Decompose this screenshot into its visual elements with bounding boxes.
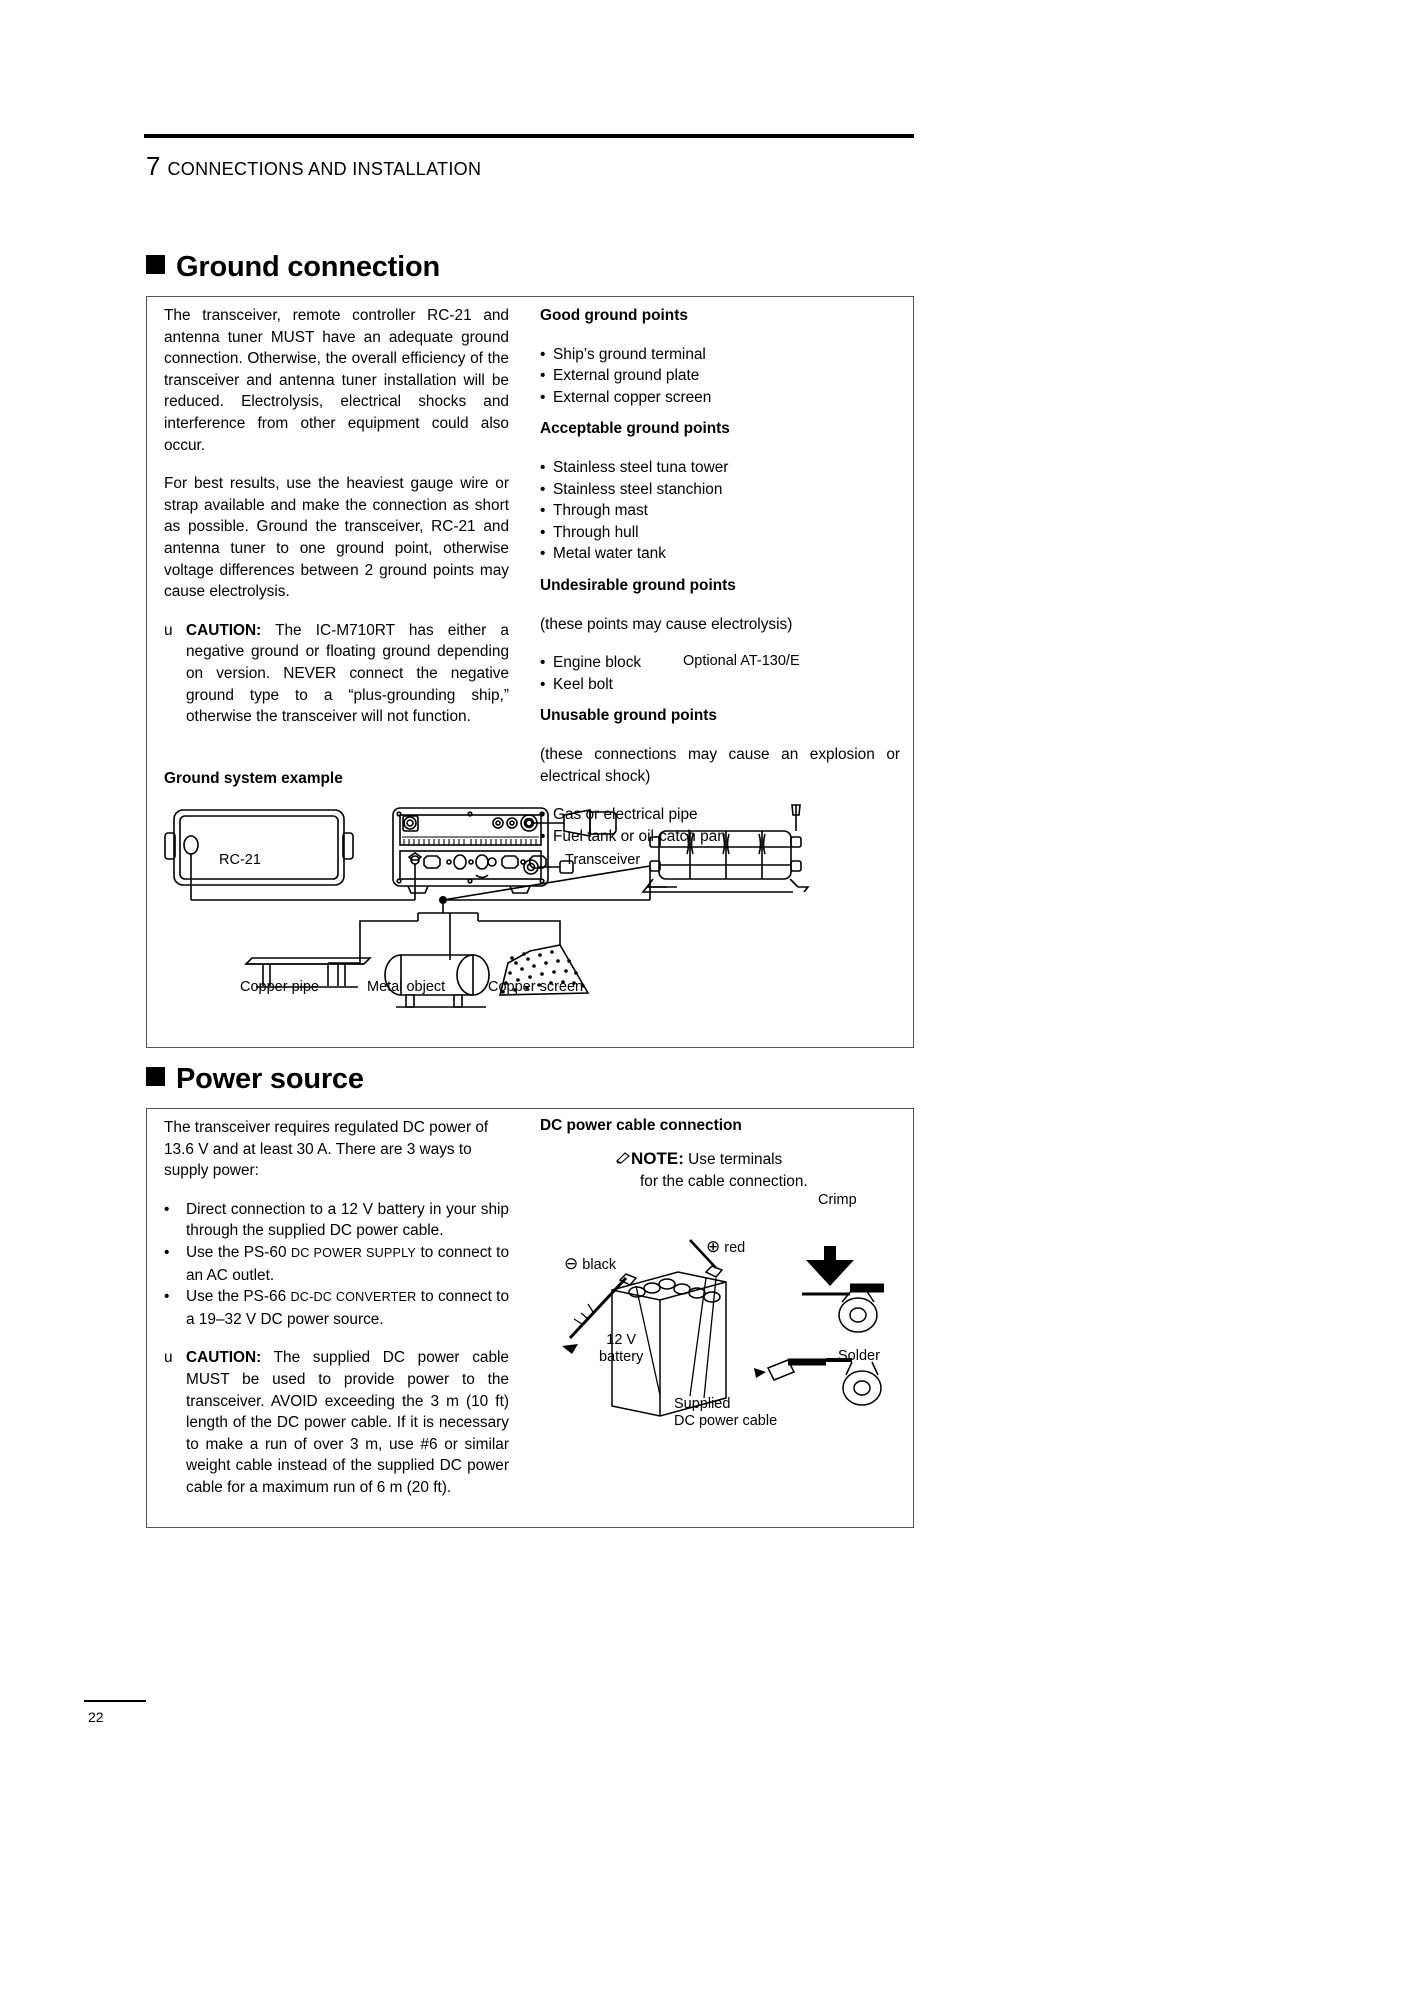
diagram-label-metal-object: Metal object (367, 979, 446, 995)
battery-label-line1: 12 V (606, 1332, 637, 1348)
minus-terminal-icon: ⊖ (564, 1254, 579, 1273)
diagram-label-transceiver: Transceiver (565, 852, 641, 868)
power-bullet-0 (164, 1199, 509, 1242)
ground-paragraph-2: For best results, use the heaviest gauge wire or strap available and make the connection as short as possible. Ground the transceiver, RC-21 and antenna tuner to one ground point, otherwise voltage differences between 2 ground points may cause electrolysis. (164, 475, 509, 601)
ground-left-column (164, 305, 509, 728)
list-item: • Engine block (540, 652, 900, 674)
dc-power-note (616, 1148, 906, 1193)
bullet-square-icon (146, 255, 165, 274)
dc-power-note-text-1: Use terminals (688, 1151, 783, 1168)
dc-power-note-label: NOTE: (631, 1149, 684, 1168)
list-item: • Stainless steel tuna tower (540, 457, 900, 479)
ground-group-title-0: Good ground points (540, 307, 688, 324)
battery-label-line2: battery (599, 1349, 644, 1365)
chapter-header (146, 151, 846, 182)
power-intro: The transceiver requires regulated DC power of 13.6 V and at least 30 A. There are 3 ways to supply power: (164, 1119, 489, 1180)
supplied-cable-line2: DC power cable (674, 1413, 778, 1429)
bullet-dot-icon: • (164, 1243, 170, 1261)
power-bullet-2-pre: Use the PS-66 (186, 1288, 291, 1306)
ground-caution (164, 620, 509, 728)
list-item: • Stainless steel stanchion (540, 479, 900, 501)
diagram-label-copper-screen: Copper screen (488, 979, 584, 995)
ground-diagram-title: Ground system example (164, 770, 343, 787)
power-bullet-2-smallcaps: DC-DC CONVERTER (290, 1290, 417, 1305)
list-item: • Fuel tank or oil-catch pan (540, 826, 900, 848)
ground-group-list-0 (540, 344, 900, 409)
power-bullet-1-smallcaps: DC POWER SUPPLY (291, 1245, 416, 1260)
list-item: • Through hull (540, 522, 900, 544)
section-heading-ground-connection (146, 251, 440, 284)
diagram-label-copper-pipe: Copper pipe (240, 979, 319, 995)
page-number: 22 (88, 1709, 104, 1725)
footer-rule (84, 1700, 146, 1702)
ground-system-diagram (160, 795, 900, 1045)
dc-power-cable-title: DC power cable connection (540, 1117, 742, 1134)
list-item: • Gas or electrical pipe (540, 804, 900, 826)
power-caution-text: The supplied DC power cable MUST be used to provide power to the transceiver. AVOID exceeding the 3 m (10 ft) length of the DC power cable. If it is necessary to make a run of over 3 m, use #6 or similar weight cable instead of the supplied DC power cable for a maximum run of 6 m (20 ft). (186, 1349, 509, 1496)
power-caution (164, 1347, 509, 1498)
note-pencil-icon (616, 1152, 631, 1164)
ground-group-note-2: (these points may cause electrolysis) (540, 615, 793, 633)
list-item: • Keel bolt (540, 674, 900, 696)
power-bullet-1 (164, 1242, 509, 1286)
section-heading-power-source (146, 1063, 364, 1096)
crimp-label: Crimp (818, 1192, 857, 1208)
battery-negative-label: black (582, 1257, 617, 1273)
ground-group-list-1 (540, 457, 900, 565)
list-item: • Ship’s ground terminal (540, 344, 900, 366)
battery-positive-group (706, 1238, 745, 1257)
battery-negative-group (564, 1255, 616, 1274)
ground-caution-text: The IC-M710RT has either a negative ground or floating ground depending on version. NEVER connect the negative ground type to a “plus-grounding ship,” otherwise the transceiver will not function. (186, 621, 509, 726)
battery-positive-label: red (724, 1240, 746, 1256)
caution-marker-icon: u (164, 621, 173, 639)
bullet-dot-icon: • (164, 1200, 170, 1218)
power-bullet-2 (164, 1286, 509, 1330)
ground-group-title-2: Undesirable ground points (540, 576, 736, 594)
list-item: • External copper screen (540, 387, 900, 409)
solder-label: Solder (838, 1348, 880, 1364)
section-heading-ground-connection-label: Ground connection (176, 251, 441, 283)
power-caution-label: CAUTION: (186, 1349, 262, 1367)
chapter-title: CONNECTIONS AND INSTALLATION (167, 159, 482, 179)
battery-label (599, 1332, 643, 1366)
power-left-column (164, 1117, 509, 1499)
ground-right-column (540, 305, 900, 847)
ground-group-note-3: (these connections may cause an explosion or electrical shock) (540, 745, 900, 785)
list-item: • Through mast (540, 500, 900, 522)
ground-group-title-1: Acceptable ground points (540, 420, 730, 438)
dc-power-note-text-2: for the cable connection. (640, 1173, 808, 1190)
ground-paragraph-1: The transceiver, remote controller RC-21 and antenna tuner MUST have an adequate ground connection. Otherwise, the overall efficiency of the transceiver and antenna tuner installation will be reduced. Electrolysis, electrical shocks and interference from other equipment could also occur. (164, 307, 509, 454)
list-item: • External ground plate (540, 365, 900, 387)
ground-group-title-3: Unusable ground points (540, 707, 717, 725)
list-item: • Metal water tank (540, 543, 900, 565)
plus-terminal-icon: ⊕ (706, 1237, 721, 1256)
supplied-cable-line1: Supplied (674, 1396, 731, 1412)
supplied-cable-label (674, 1396, 777, 1430)
diagram-label-tuner: Optional AT-130/E (683, 653, 800, 669)
section-heading-power-source-label: Power source (176, 1063, 364, 1095)
power-bullet-1-post: to connect to an AC outlet. (186, 1243, 510, 1284)
bullet-dot-icon: • (164, 1288, 170, 1306)
bullet-square-icon (146, 1067, 165, 1086)
header-rule (144, 134, 914, 138)
power-bullet-0-text: Direct connection to a 12 V battery in your ship through the supplied DC power cable. (186, 1200, 509, 1240)
power-bullet-1-pre: Use the PS-60 (186, 1243, 292, 1261)
diagram-label-rc21: RC-21 (219, 852, 261, 868)
ground-caution-label: CAUTION: (186, 621, 262, 639)
caution-marker-icon: u (164, 1349, 173, 1367)
power-bullet-2-post: to connect to a 19–32 V DC power source. (186, 1288, 509, 1328)
chapter-number: 7 (146, 151, 161, 181)
